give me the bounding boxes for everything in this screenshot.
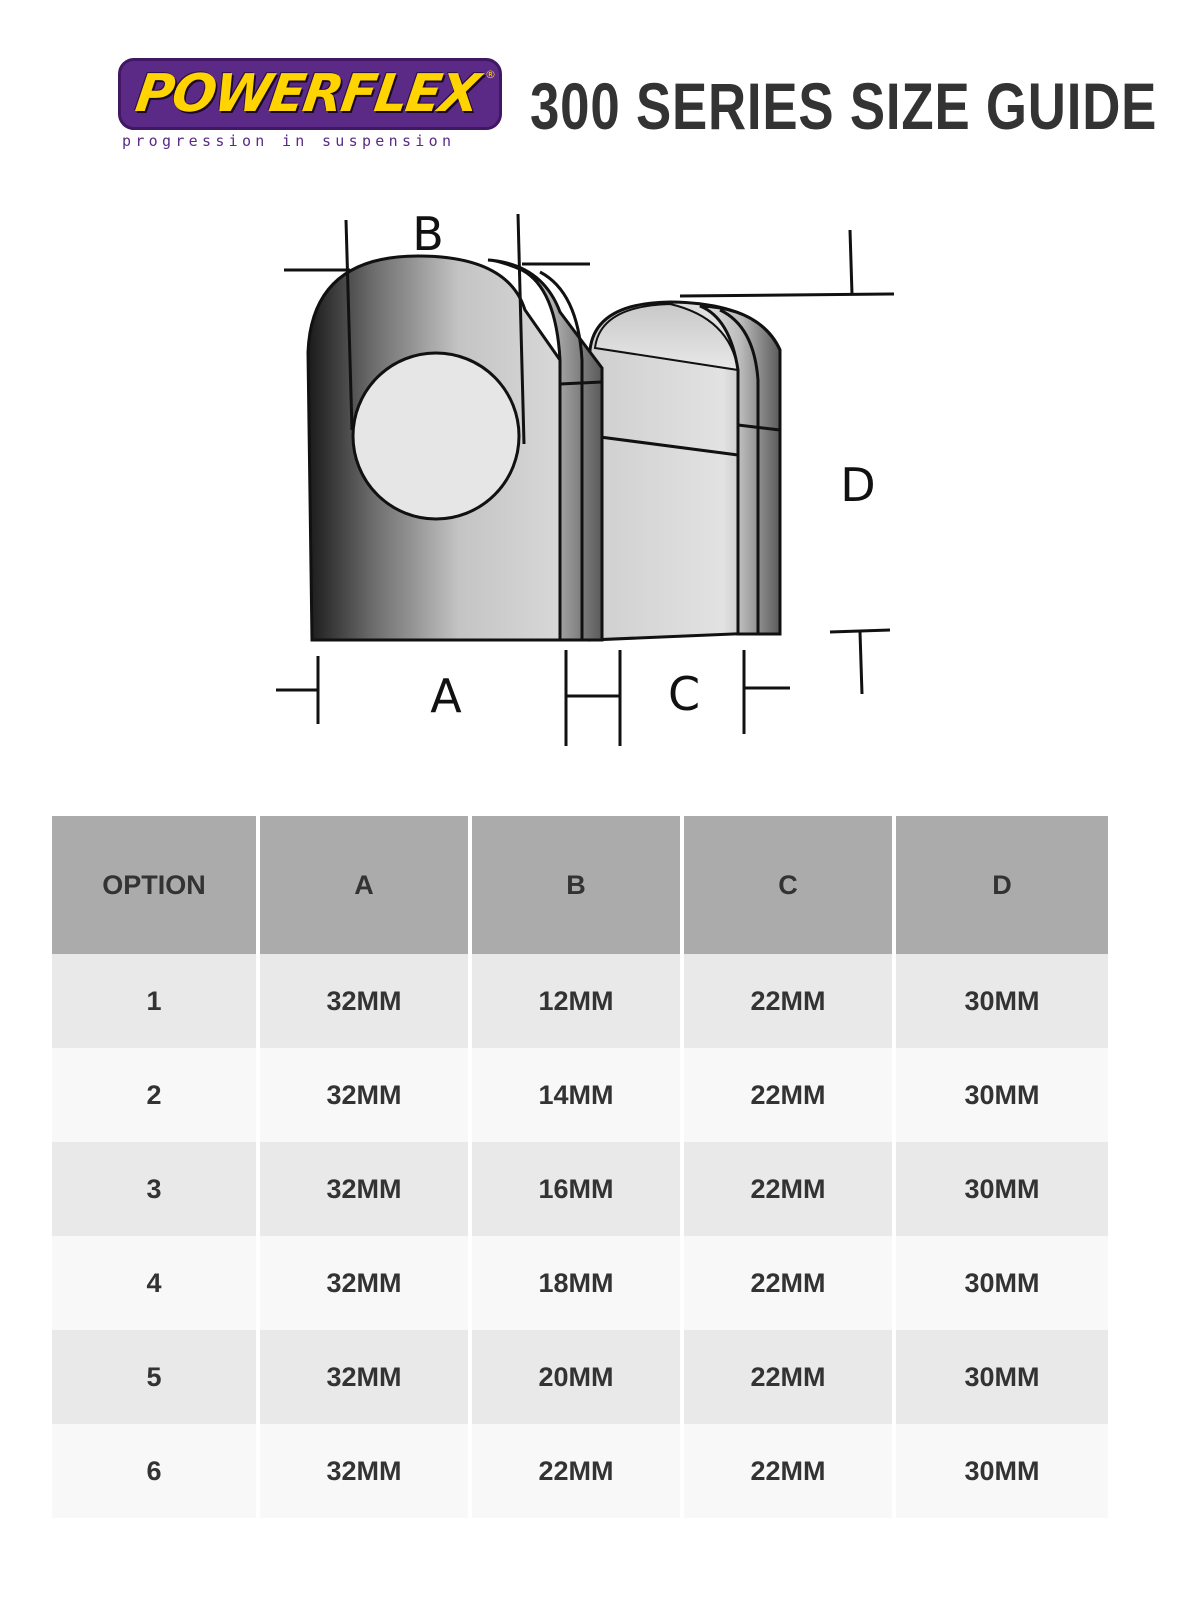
cell-c: 22MM (684, 1424, 896, 1518)
table-row (52, 1236, 1108, 1330)
column-header-c: C (684, 816, 896, 954)
size-guide-table (52, 816, 1108, 1518)
cell-c: 22MM (684, 954, 896, 1048)
dim-label-c: C (667, 667, 701, 721)
bush-diagram-svg (260, 200, 940, 760)
cell-b: 22MM (472, 1424, 684, 1518)
table-header-row (52, 816, 1108, 954)
cell-option: 5 (52, 1330, 260, 1424)
logo-tagline: progression in suspension (122, 132, 456, 150)
cell-c: 22MM (684, 1142, 896, 1236)
table-row (52, 1330, 1108, 1424)
cell-option: 4 (52, 1236, 260, 1330)
cell-a: 32MM (260, 1142, 472, 1236)
column-header-a: A (260, 816, 472, 954)
dim-d-top-leader (680, 294, 894, 296)
cell-a: 32MM (260, 954, 472, 1048)
cell-b: 16MM (472, 1142, 684, 1236)
cell-option: 6 (52, 1424, 260, 1518)
column-header-d: D (896, 816, 1108, 954)
dim-d-top-tick (850, 230, 852, 294)
cell-option: 1 (52, 954, 260, 1048)
cell-d: 30MM (896, 1424, 1108, 1518)
bush-dimension-diagram (260, 200, 940, 760)
cell-a: 32MM (260, 1236, 472, 1330)
cell-d: 30MM (896, 954, 1108, 1048)
cell-b: 20MM (472, 1330, 684, 1424)
cell-a: 32MM (260, 1330, 472, 1424)
cell-c: 22MM (684, 1330, 896, 1424)
cell-b: 18MM (472, 1236, 684, 1330)
dim-label-b: B (412, 207, 444, 261)
table-row (52, 954, 1108, 1048)
bush-front-flange-band (560, 382, 602, 384)
cell-option: 3 (52, 1142, 260, 1236)
cell-d: 30MM (896, 1330, 1108, 1424)
cell-option: 2 (52, 1048, 260, 1142)
page-title: 300 SERIES SIZE GUIDE (530, 69, 1158, 143)
cell-d: 30MM (896, 1236, 1108, 1330)
table-row (52, 1048, 1108, 1142)
registered-mark: ® (485, 68, 496, 81)
cell-a: 32MM (260, 1048, 472, 1142)
cell-b: 12MM (472, 954, 684, 1048)
cell-c: 22MM (684, 1236, 896, 1330)
column-header-b: B (472, 816, 684, 954)
dim-d-bottom-tick (860, 632, 862, 694)
logo-wordmark: POWERFLEX (132, 64, 482, 124)
powerflex-logo (118, 58, 502, 156)
dim-label-d: D (840, 458, 876, 512)
cell-a: 32MM (260, 1424, 472, 1518)
cell-d: 30MM (896, 1048, 1108, 1142)
cell-b: 14MM (472, 1048, 684, 1142)
bush-bore (353, 353, 519, 519)
table-row (52, 1142, 1108, 1236)
dim-d-bottom-leader (830, 630, 890, 632)
dim-label-a: A (430, 669, 462, 723)
cell-d: 30MM (896, 1142, 1108, 1236)
column-header-option: OPTION (52, 816, 260, 954)
cell-c: 22MM (684, 1048, 896, 1142)
table-row (52, 1424, 1108, 1518)
